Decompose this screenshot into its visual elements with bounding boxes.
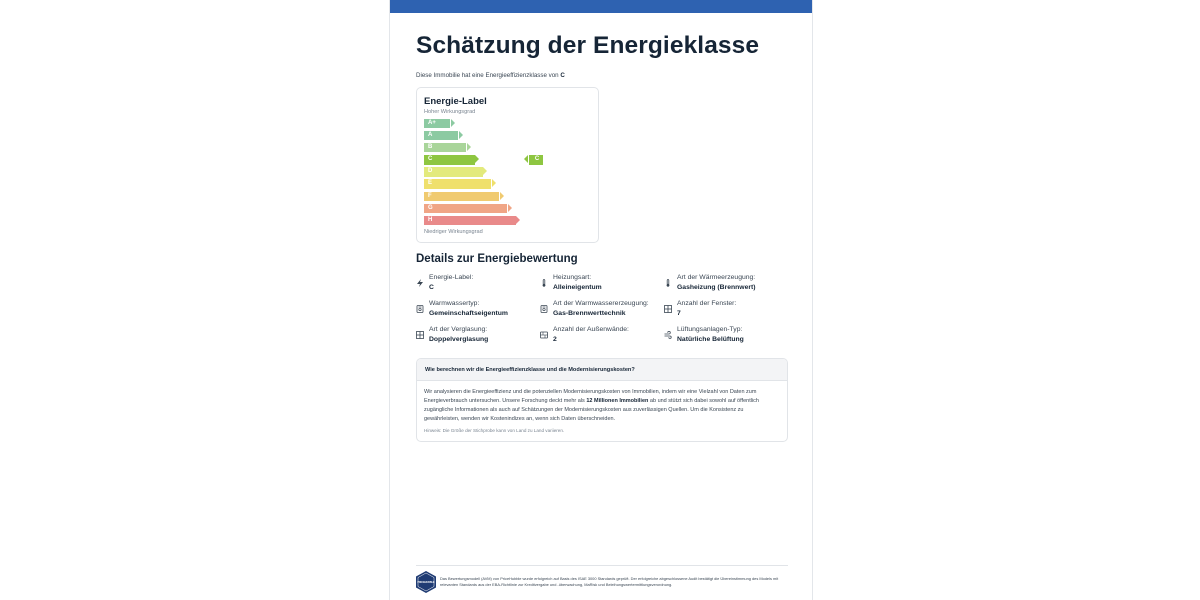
faq-answer-part1: Wir analysieren die Energieeffizienz und die potenziellen Modernisierungskosten von Immobilien, indem wir eine Vielzahl von Daten zum Energieverbrauch untersuchen. Unsere Forschung deckt mehr als xyxy=(424,389,757,404)
seal-lettering: PRICEHUBBLE xyxy=(417,581,435,584)
detail-item xyxy=(416,325,540,345)
detail-text xyxy=(429,325,488,345)
energy-label-top-caption: Hoher Wirkungsgrad xyxy=(424,109,476,115)
wall-icon xyxy=(540,331,553,339)
faq-box xyxy=(416,358,788,442)
window-icon xyxy=(664,305,677,313)
detail-text xyxy=(429,299,508,319)
detail-key: Art der Wärmeerzeugung: xyxy=(677,274,756,281)
footer-text: Das Bewertungsmodell (AVM) von PriceHubble wurde erfolgreich auf Basis des ISAE 3000 Standards geprüft. Der erfolgreiche abgeschlossene Audit bestätigt die Übereinstimmung des Models mit relevanten Standards aus der EBA-Richtlinie zur Kreditvergabe und -überwachung, MaRisk und Beleihungswertermittlungsverordnung. xyxy=(440,576,779,587)
detail-key: Energie-Label: xyxy=(429,274,474,281)
detail-text xyxy=(677,273,756,293)
energy-class-bar: H xyxy=(424,216,516,225)
certification-seal-icon xyxy=(416,571,436,593)
detail-key: Anzahl der Fenster: xyxy=(677,300,737,307)
faq-answer-part2: ab und stützt sich dabei sowohl auf öffentlich zugängliche Informationen als auch auf Schätzungen der Modernisierungskosten aus zuverlässigen Quellen. Um die Konsistenz zu gewährleisten, wenden wir Kostenindizes an, wenn sich Daten überschneiden. xyxy=(424,398,759,422)
detail-item xyxy=(416,299,540,319)
detail-value: Natürliche Belüftung xyxy=(677,336,744,343)
detail-text xyxy=(677,325,744,345)
detail-key: Art der Warmwassererzeugung: xyxy=(553,300,649,307)
bolt-icon xyxy=(416,279,429,287)
detail-value: Alleineigentum xyxy=(553,284,602,291)
energy-class-bar: A xyxy=(424,131,458,140)
energy-class-bar: E xyxy=(424,179,491,188)
energy-class-bar: A+ xyxy=(424,119,450,128)
window-icon xyxy=(416,331,429,339)
detail-value: Gas-Brennwerttechnik xyxy=(553,310,626,317)
boiler-icon xyxy=(540,305,553,313)
detail-value: Doppelverglasung xyxy=(429,336,489,343)
details-grid xyxy=(416,273,788,345)
energy-class-scale xyxy=(424,119,591,225)
report-page xyxy=(389,0,813,600)
details-title: Details zur Energiebewertung xyxy=(416,253,578,265)
wind-icon xyxy=(664,331,677,339)
energy-class-bar: D xyxy=(424,167,483,176)
detail-value: Gasheizung (Brennwert) xyxy=(677,284,756,291)
faq-question: Wie berechnen wir die Energieeffizienzklasse und die Modernisierungskosten? xyxy=(417,359,787,381)
detail-key: Warmwassertyp: xyxy=(429,300,480,307)
detail-value: 2 xyxy=(553,336,557,343)
detail-text xyxy=(553,325,629,345)
top-bar xyxy=(390,0,812,13)
detail-key: Art der Verglasung: xyxy=(429,326,488,333)
energy-label-card xyxy=(416,87,599,243)
detail-key: Lüftungsanlagen-Typ: xyxy=(677,326,743,333)
energy-class-bar: C xyxy=(424,155,475,164)
energy-class-bar: F xyxy=(424,192,499,201)
detail-value: 7 xyxy=(677,310,681,317)
thermometer-icon xyxy=(664,279,677,287)
thermometer-icon xyxy=(540,279,553,287)
detail-text xyxy=(677,299,736,319)
detail-item xyxy=(664,273,788,293)
detail-item xyxy=(664,299,788,319)
faq-answer-highlight: 12 Millionen Immobilien xyxy=(586,398,649,404)
energy-label-bottom-caption: Niedriger Wirkungsgrad xyxy=(424,229,483,235)
faq-note: Hinweis: Die Größe der Stichprobe kann von Land zu Land variieren. xyxy=(424,428,565,433)
detail-key: Anzahl der Außenwände: xyxy=(553,326,629,333)
energy-class-bar: G xyxy=(424,204,507,213)
detail-item xyxy=(540,325,664,345)
energy-label-title: Energie-Label xyxy=(424,96,487,107)
detail-text xyxy=(553,273,602,293)
detail-item xyxy=(540,299,664,319)
detail-item xyxy=(540,273,664,293)
intro-class-value: C xyxy=(560,72,565,79)
footer xyxy=(416,565,788,593)
report-content xyxy=(416,13,788,442)
energy-class-bar: B xyxy=(424,143,466,152)
faq-answer xyxy=(417,381,787,441)
intro-text xyxy=(416,72,788,79)
detail-key: Heizungsart: xyxy=(553,274,592,281)
intro-label: Diese Immobilie hat eine Energieeffizienzklasse von xyxy=(416,72,559,79)
detail-text xyxy=(429,273,473,293)
detail-item xyxy=(416,273,540,293)
detail-value: Gemeinschaftseigentum xyxy=(429,310,508,317)
current-class-marker: C xyxy=(529,155,543,164)
detail-text xyxy=(553,299,649,319)
detail-item xyxy=(664,325,788,345)
boiler-icon xyxy=(416,305,429,313)
page-title: Schätzung der Energieklasse xyxy=(416,32,760,59)
detail-value: C xyxy=(429,284,434,291)
